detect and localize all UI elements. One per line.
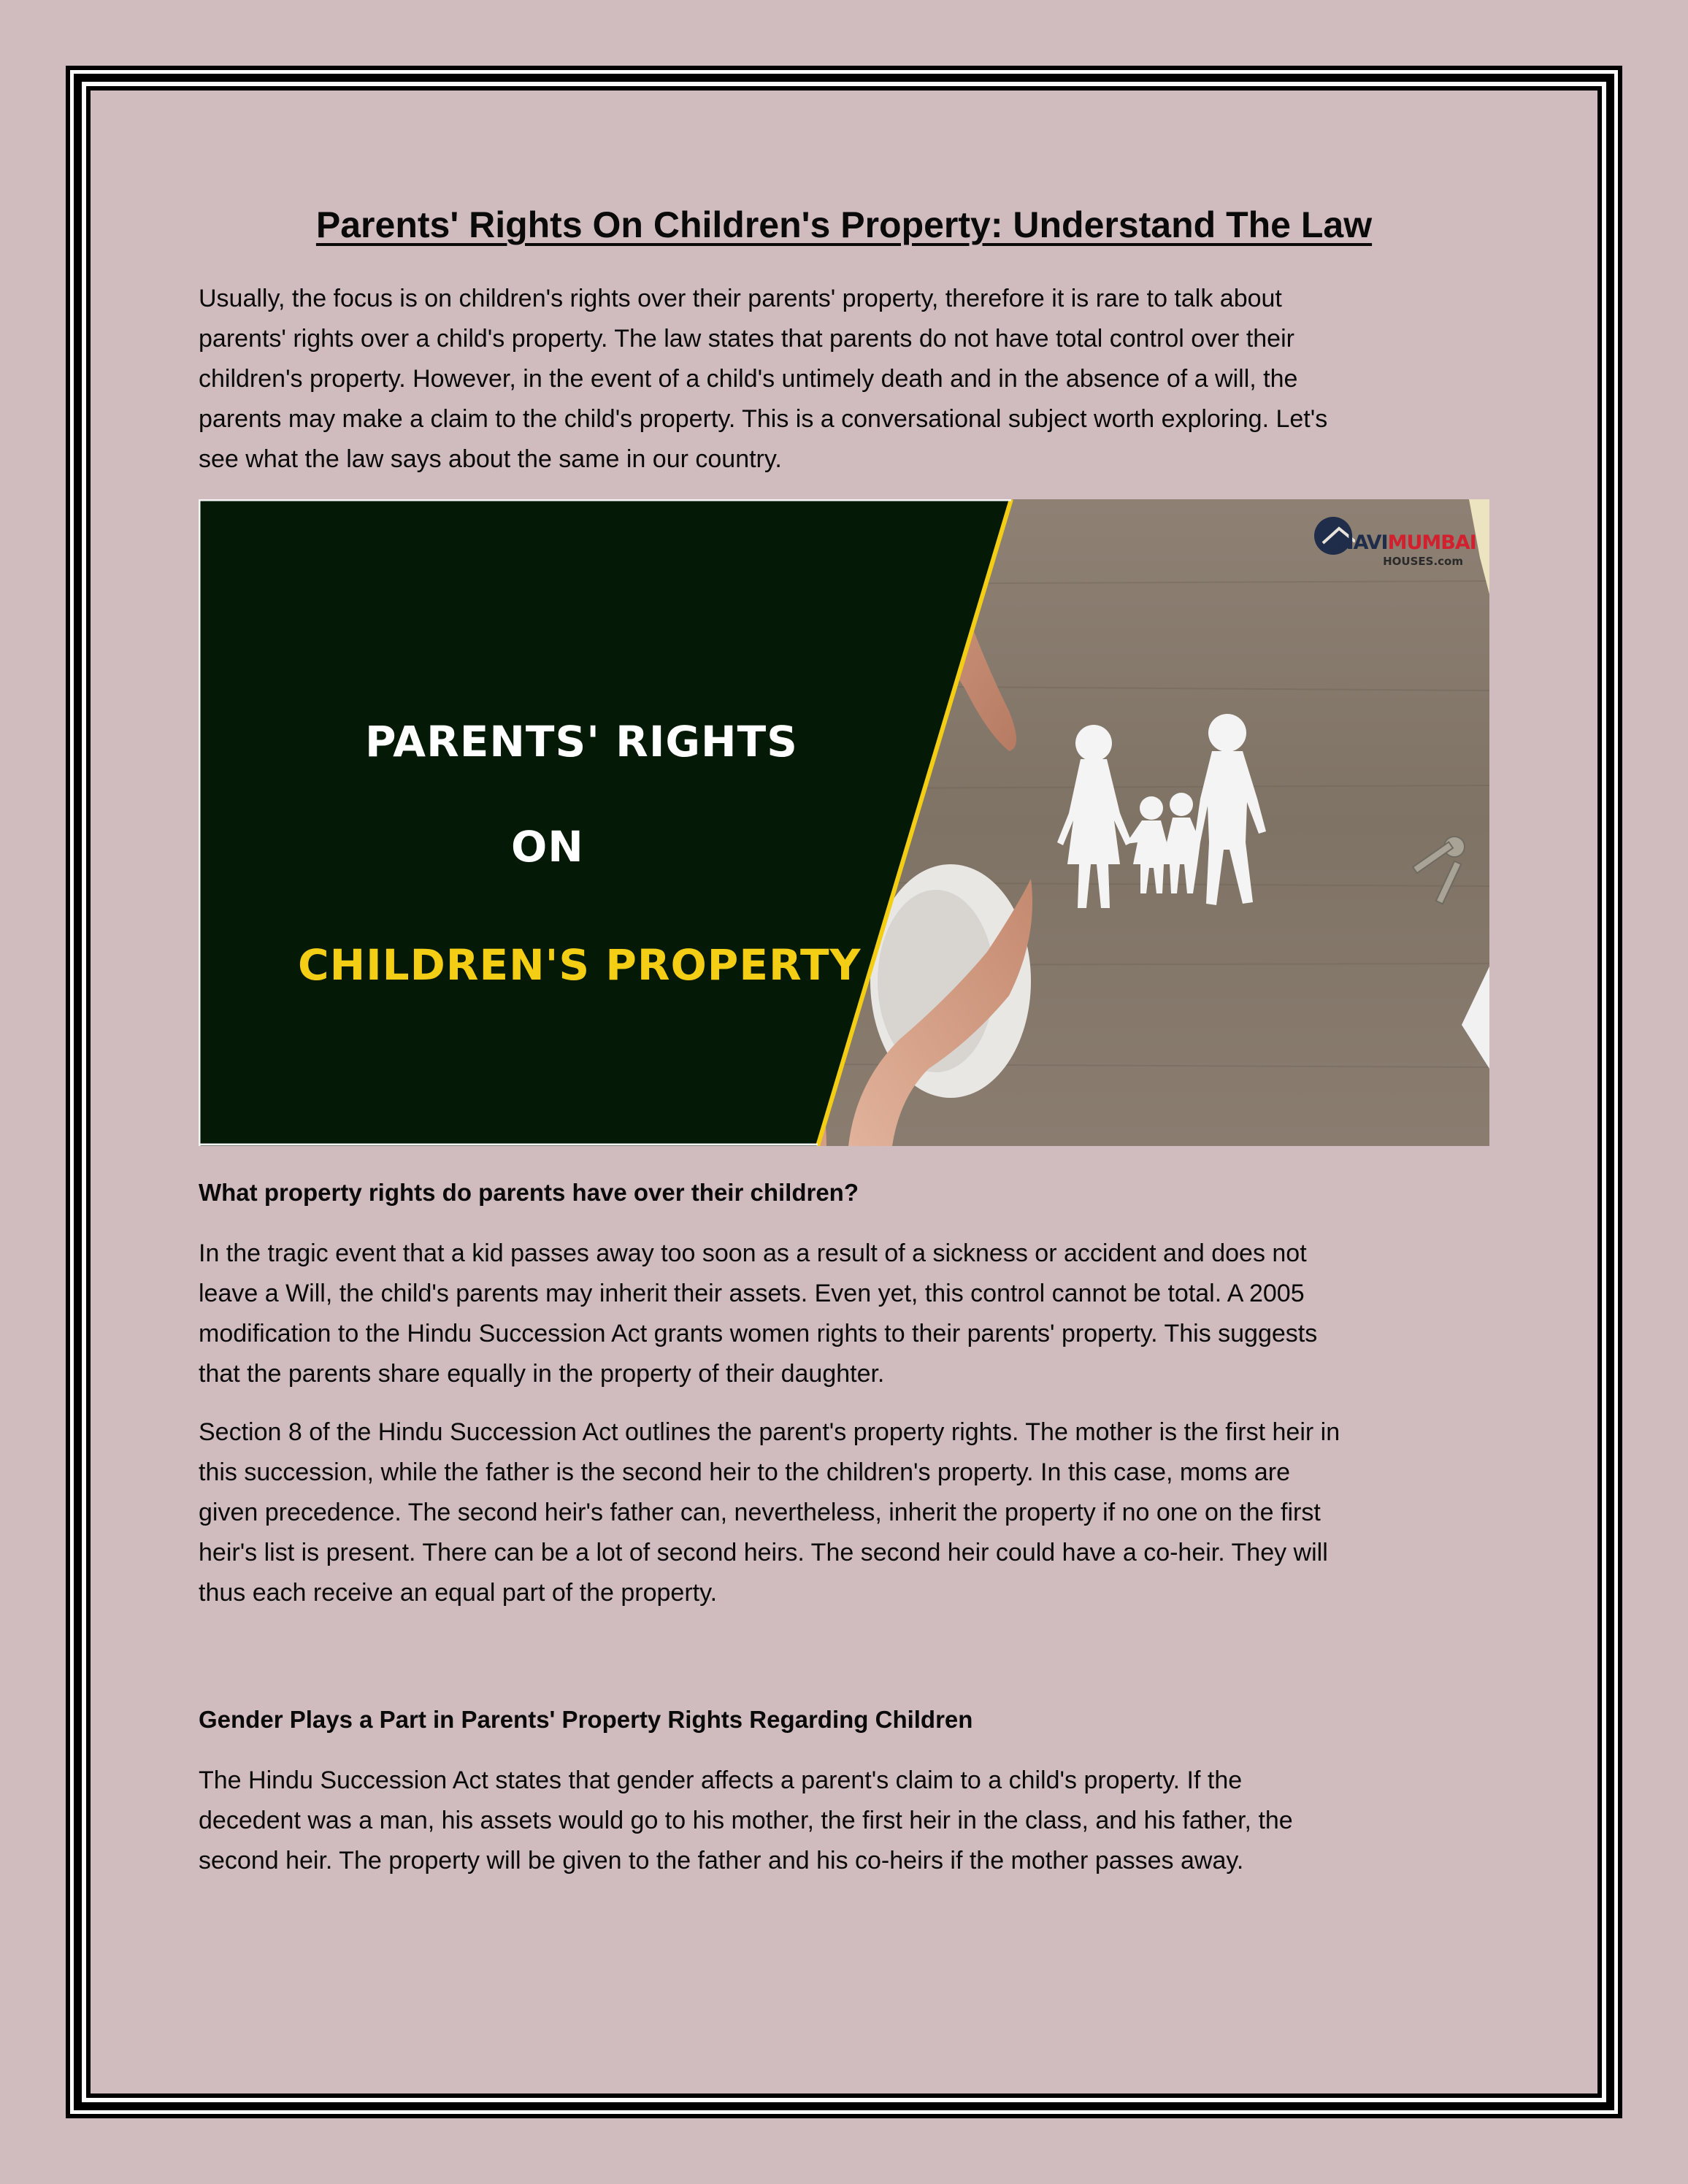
document-title-text: Parents' Rights On Children's Property: Understand The Law <box>315 204 1373 245</box>
paragraph-line: thus each receive an equal part of the property. <box>199 1579 718 1607</box>
logo-subtitle: HOUSES.com <box>1383 555 1463 568</box>
paragraph-line: parents' rights over a child's property. The law states that parents do not have total control over their <box>199 325 1294 353</box>
paragraph-line: see what the law says about the same in our country. <box>199 445 782 473</box>
paragraph-line: parents may make a claim to the child's property. This is a conversational subject worth exploring. Let's <box>199 405 1328 433</box>
paragraph-line: In the tragic event that a kid passes away too soon as a result of a sickness or accident and does not <box>199 1239 1307 1267</box>
paragraph-line: children's property. However, in the event of a child's untimely death and in the absence of a will, the <box>199 365 1298 393</box>
section-heading <box>199 1172 1489 1212</box>
paragraph-line: heir's list is present. There can be a lot of second heirs. The second heir could have a co-heir. They will <box>199 1539 1328 1566</box>
section-paragraph <box>199 1412 1489 1613</box>
banner-heading-line-2: ON <box>511 822 584 872</box>
section-heading-text: Gender Plays a Part in Parents' Property Rights Regarding Children <box>199 1706 973 1733</box>
section-heading-text: What property rights do parents have over their children? <box>199 1179 859 1206</box>
section-heading <box>199 1699 1489 1739</box>
document-title <box>199 201 1489 248</box>
paragraph-line: leave a Will, the child's parents may inherit their assets. Even yet, this control cannot be total. A 2005 <box>199 1280 1305 1307</box>
logo-wordmark: NAVIMUMBAI <box>1338 531 1476 554</box>
paragraph-line: this succession, while the father is the second heir to the children's property. In this case, moms are <box>199 1458 1291 1486</box>
paragraph-line: second heir. The property will be given to the father and his co-heirs if the mother passes away. <box>199 1847 1244 1875</box>
banner-heading-line-1: PARENTS' RIGHTS <box>365 717 798 766</box>
navimumbai-logo <box>1311 510 1476 575</box>
section-paragraph <box>199 1234 1489 1394</box>
banner-photo-illustration <box>199 499 1489 1146</box>
banner-image <box>199 499 1489 1146</box>
paragraph-line: decedent was a man, his assets would go to his mother, the first heir in the class, and his father, the <box>199 1807 1293 1834</box>
paragraph-line: given precedence. The second heir's father can, nevertheless, inherit the property if no one on the first <box>199 1499 1321 1526</box>
paragraph-line: Usually, the focus is on children's rights over their parents' property, therefore it is rare to talk about <box>199 285 1282 312</box>
section-paragraph <box>199 1761 1489 1881</box>
banner-heading-line-3: CHILDREN'S PROPERTY <box>298 940 862 990</box>
paragraph-line: The Hindu Succession Act states that gender affects a parent's claim to a child's property. If the <box>199 1766 1243 1794</box>
paragraph-line: that the parents share equally in the property of their daughter. <box>199 1360 885 1388</box>
paragraph-line: modification to the Hindu Succession Act grants women rights to their parents' property. This suggests <box>199 1320 1318 1347</box>
paragraph-line: Section 8 of the Hindu Succession Act outlines the parent's property rights. The mother is the first heir in <box>199 1418 1340 1446</box>
intro-paragraph <box>199 279 1489 480</box>
